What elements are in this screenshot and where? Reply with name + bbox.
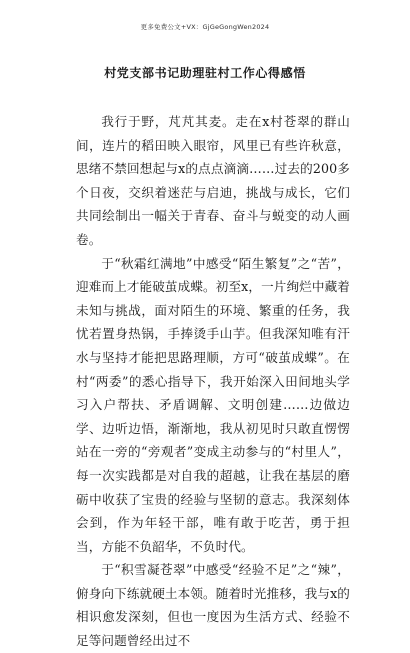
document-title: 村党支部书记助理驻村工作心得感悟 — [104, 66, 306, 80]
paragraph: 于“秋霜红满地”中感受“陌生繁复”之“苦”，迎难而上才能破茧成蝶。初至x，一片绚烂中藏着未知与挑战，面对陌生的环境、繁重的任务，我忧若置身热锅，手捧烫手山芋。但我深知唯有汗水与坚持才能把思路理顺，方可“破茧成蝶”。在村“两委”的悉心指导下，我开始深入田间地头学习入户帮扶、矛盾调解、文明创建……边做边学、边听边悟，渐渐地，我从初见时只敢直愣愣站在一旁的“旁观者”变成主动参与的“村里人”，每一次实践都是对自我的超越，让我在基层的磨砺中收获了宝贵的经验与坚韧的意志。我深刻体会到，作为年轻干部，唯有敢于吃苦，勇于担当，方能不负韶华，不负时代。 — [76, 255, 350, 554]
paragraph: 我行于野，芃芃其麦。走在x村苍翠的群山间，连片的稻田映入眼帘，风里已有些许秋意，思绪不禁回想起与x的点点滴滴……过去的200多个日夜，交织着迷茫与启迪，挑战与成长，它们共同绘制出一幅关于青春、奋斗与蜕变的动人画卷。 — [76, 114, 350, 247]
paragraph: 于“积雪凝苍翠”中感受“经验不足”之“辣”，俯身向下练就硬土本领。随着时光推移，我与x的相识愈发深刻，但也一度因为生活方式、经验不足等问题曾经出过不 — [76, 562, 350, 649]
document-body — [76, 110, 350, 653]
header-note: 更多免费公文+VX：GjGeGongWen2024 — [140, 23, 270, 31]
